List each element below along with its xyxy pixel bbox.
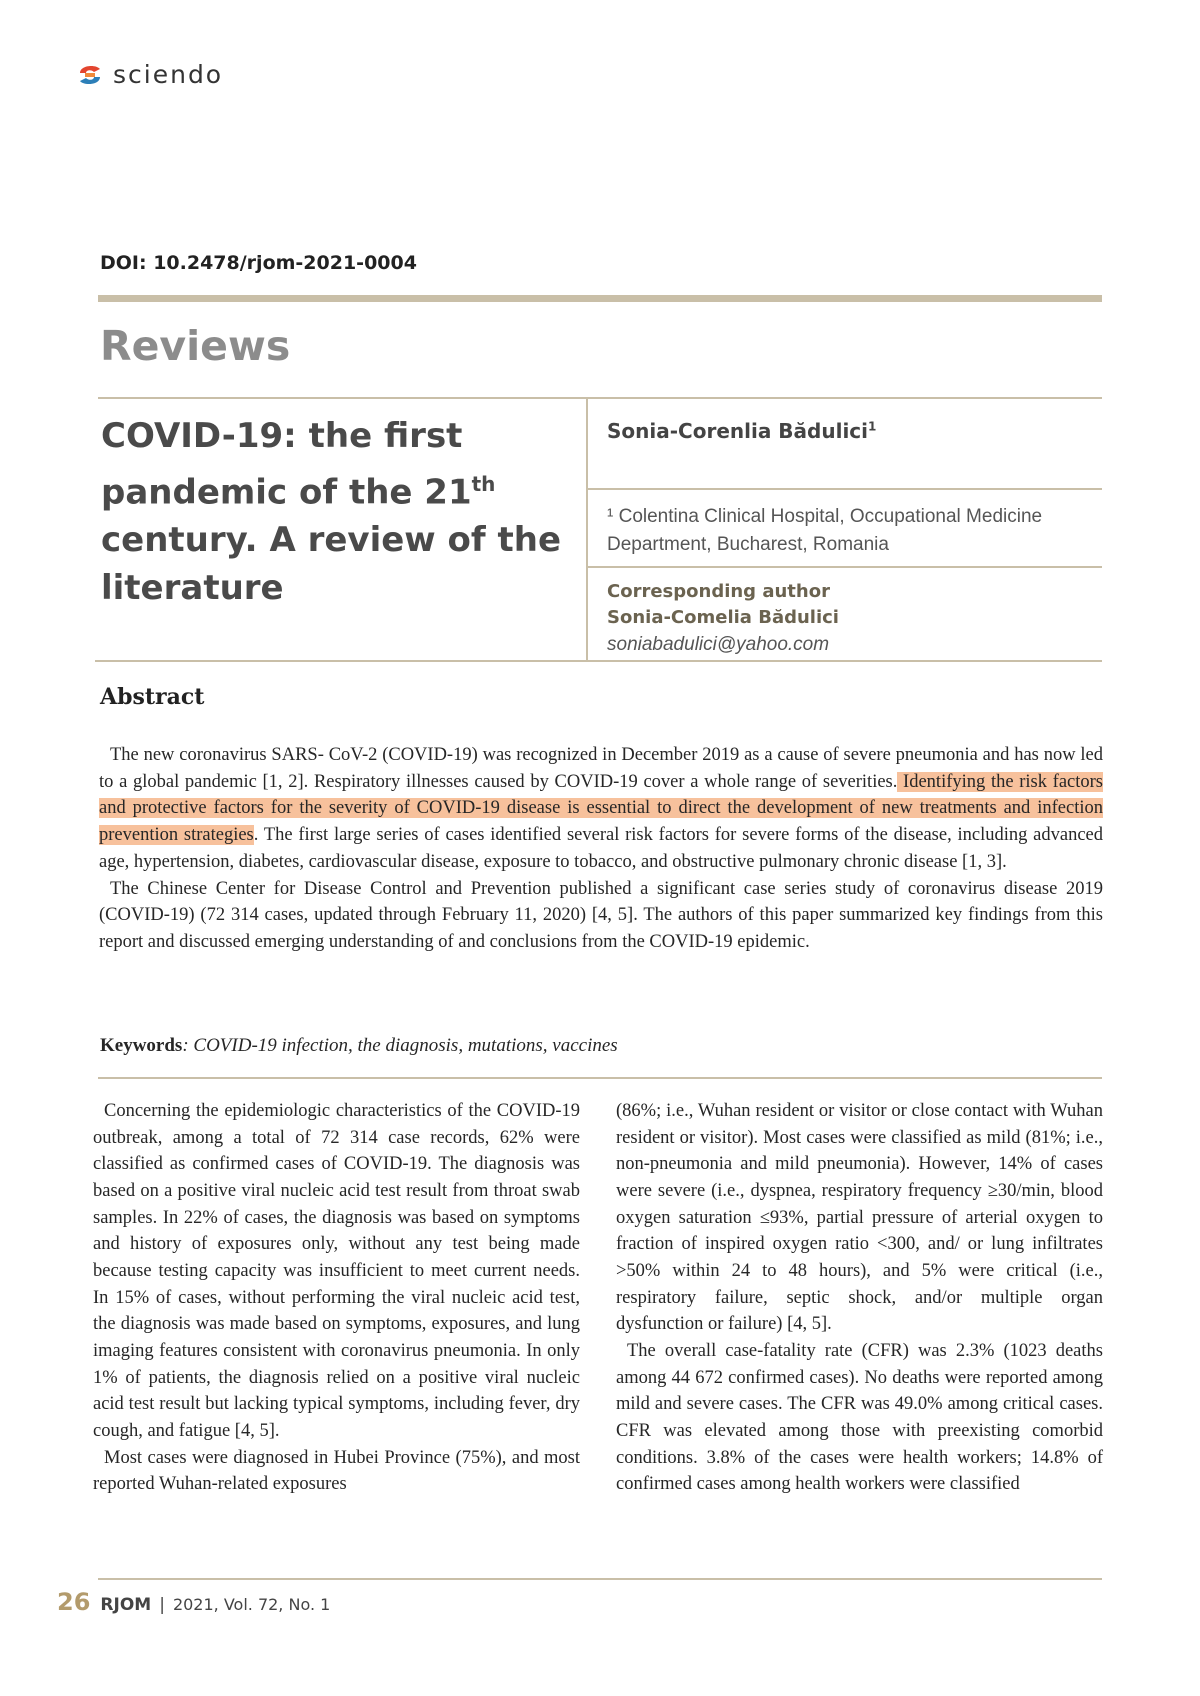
abstract-heading: Abstract (100, 684, 205, 710)
journal-name: RJOM (100, 1595, 152, 1615)
title-line-1: COVID-19: the first (101, 416, 463, 456)
body-paragraph: Concerning the epidemiologic characteristics of the COVID-19 outbreak, among a total of 72 314 case records, 62% were classified as confirmed cases of COVID-19. The diagnosis was based on a positive viral nucleic acid test result from throat swab samples. In 22% of cases, the diagnosis was based on symptoms and history of exposures only, without any test being made because testing capacity was insufficient to meet current needs. In 15% of cases, without performing the viral nucleic acid test, the diagnosis was made based on symptoms, exposures, and lung imaging features consistent with coronavirus pneumonia. In only 1% of patients, the diagnosis relied on a positive viral nucleic acid test result but lacking typical symptoms, including fever, dry cough, and fatigue [4, 5]. (93, 1101, 580, 1441)
author-name: Sonia-Corenlia Bădulici$^1$ (607, 419, 877, 443)
keywords-rule (98, 1077, 1102, 1079)
title-author-divider (586, 397, 588, 661)
sciendo-logo-icon (76, 61, 104, 89)
header-rule (98, 295, 1102, 302)
journal-issue: 2021, Vol. 72, No. 1 (172, 1595, 331, 1614)
page-footer (57, 1588, 330, 1616)
author-superscript: 1 (868, 419, 877, 434)
corresponding-author-label: Corresponding author (607, 581, 830, 602)
abstract-body (99, 742, 1103, 956)
title-line-2: pandemic of the 21th (101, 472, 496, 513)
body-paragraph: Most cases were diagnosed in Hubei Province (75%), and most reported Wuhan-related exposures (93, 1447, 580, 1495)
highlighted-text: Identifying the risk factors and protective factors for the severity of COVID-19 disease is essential to direct the development of new treatments and infection prevention strategies (99, 771, 1104, 846)
page-number: 26 (57, 1588, 91, 1616)
body-column-left (93, 1098, 580, 1498)
body-paragraph: The overall case-fatality rate (CFR) was 2.3% (1023 deaths among 44 672 confirmed cases). No deaths were reported among mild and severe cases. The CFR was 49.0% among critical cases. CFR was elevated among those with preexisting comorbid conditions. 3.8% of the cases were health workers; 14.8% of confirmed cases among health workers were classified (616, 1340, 1103, 1495)
article-title (101, 412, 561, 612)
title-bottom-rule (95, 660, 1102, 662)
abstract-paragraph-2: The Chinese Center for Disease Control and Prevention published a significant case series study of coronavirus disease 2019 (COVID-19) (72 314 cases, updated through February 11, 2020) [4, 5]. The authors of this paper summarized key findings from this report and discussed emerging understanding of and conclusions from the COVID-19 epidemic. (99, 878, 1103, 952)
title-top-rule (98, 397, 1102, 399)
abstract-paragraph-1: The new coronavirus SARS- CoV-2 (COVID-19) was recognized in December 2019 as a cause of severe pneumonia and has now led to a global pandemic [1, 2]. Respiratory illnesses caused by COVID-19 cover a whole range of severities. Identifying the risk factors and protective factors for the severity of COVID-19 disease is essential to direct the development of new treatments and infection prevention strategies. The first large series of cases identified several risk factors for severe forms of the disease, including advanced age, hypertension, diabetes, cardiovascular disease, exposure to tobacco, and obstructive pulmonary chronic disease [1, 3]. (99, 745, 1104, 872)
publisher-logo (76, 60, 223, 89)
keywords (100, 1035, 618, 1057)
corresponding-author-name: Sonia-Comelia Bădulici (607, 607, 839, 628)
doi: DOI: 10.2478/rjom-2021-0004 (100, 252, 417, 274)
section-label: Reviews (100, 322, 291, 370)
keywords-text: : COVID-19 infection, the diagnosis, mutations, vaccines (182, 1035, 618, 1056)
affiliation (607, 503, 1042, 559)
title-line-4: literature (101, 568, 284, 609)
affiliation-line-2: Department, Bucharest, Romania (607, 534, 889, 555)
footer-rule (98, 1578, 1102, 1580)
footer-separator: | (159, 1595, 165, 1615)
title-superscript: th (471, 472, 496, 496)
title-line-3: century. A review of the (101, 520, 562, 561)
affiliation-line-1: ¹ Colentina Clinical Hospital, Occupational Medicine (607, 506, 1043, 527)
body-paragraph: (86%; i.e., Wuhan resident or visitor or close contact with Wuhan resident or visitor). Most cases were classified as mild (81%; i.e., non-pneumonia and mild pneumonia). However, 14% of cases were severe (i.e., dyspnea, respiratory frequency ≥30/min, blood oxygen saturation ≤93%, partial pressure of arterial oxygen to fraction of inspired oxygen ratio <300, and/ or lung infiltrates >50% within 24 to 48 hours), and 5% were critical (i.e., respiratory failure, septic shock, and/or multiple organ dysfunction or failure) [4, 5]. (616, 1101, 1103, 1335)
body-column-right (616, 1098, 1103, 1498)
affiliation-rule (586, 566, 1102, 568)
keywords-label: Keywords (100, 1035, 183, 1056)
corresponding-author-email[interactable]: soniabadulici@yahoo.com (607, 634, 830, 655)
author-rule (586, 488, 1102, 490)
publisher-name: sciendo (113, 60, 224, 89)
